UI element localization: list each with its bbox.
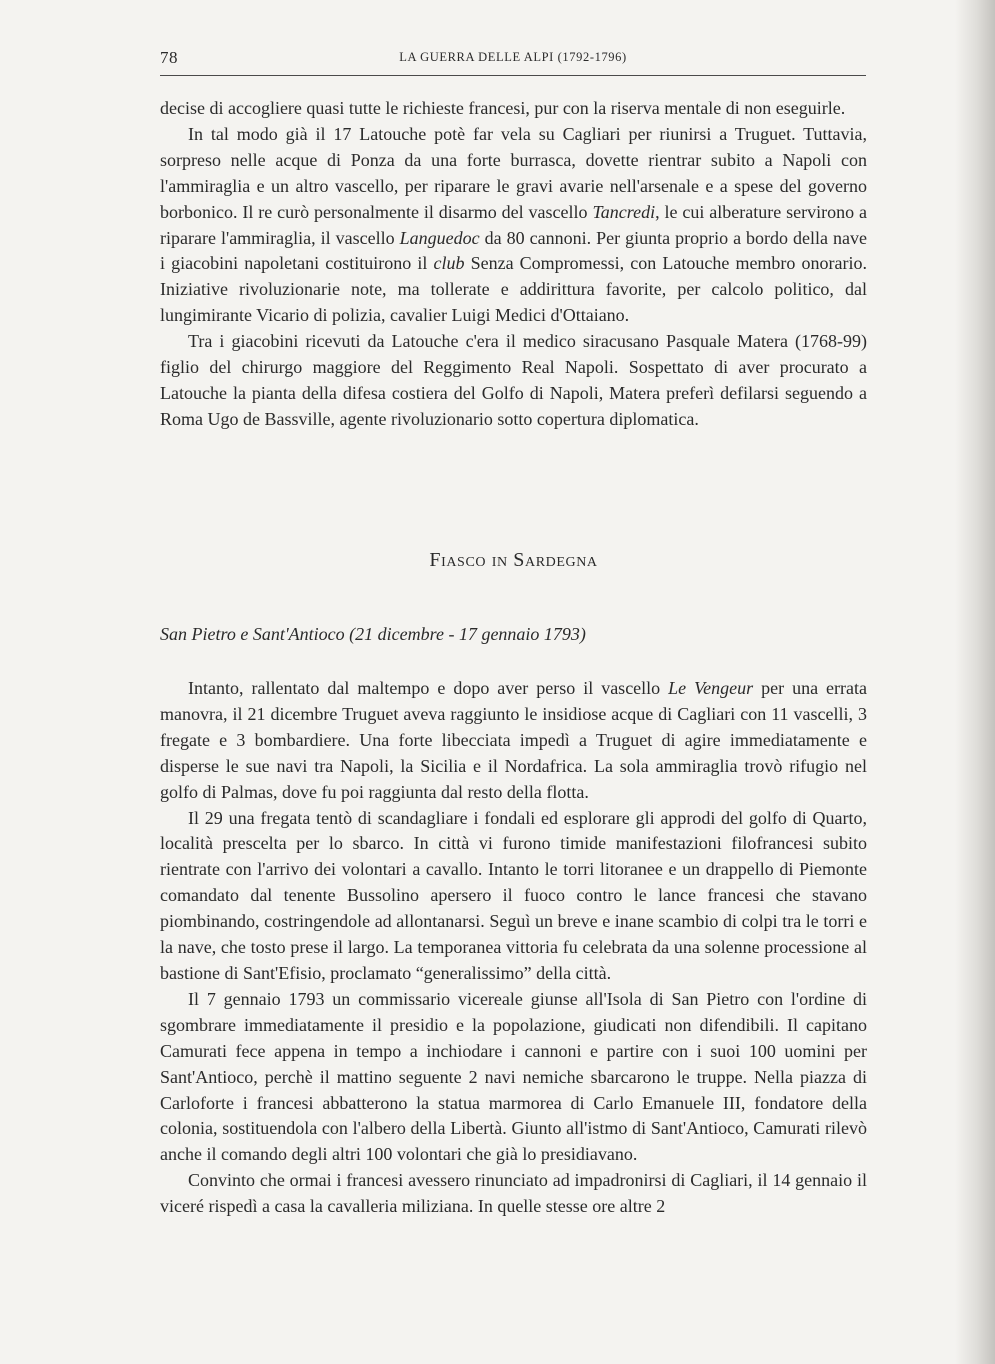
paragraph-2-text-cont-3: Senza Compromessi, con Latouche membro onorario. Iniziative rivoluzionarie note, ma tollerate e addirittura favorite, per calcolo politico, dal lungimirante Vicario di polizia, cavalier Luigi Medici d'Ottaiano.	[160, 253, 868, 326]
paragraph-4-text-cont: per una errata manovra, il 21 dicembre Truguet aveva raggiunto le insidiose acque di Cagliari con 11 vascelli, 3 fregate e 3 bombardiere. Una forte libecciata impedì a Truguet di agire immediatamente e disperse le sue navi tra Napoli, la Sicilia e il Nordafrica. La sola ammiraglia trovò rifugio nel golfo di Palmas, dove fu poi raggiunta dal resto della flotta.	[160, 678, 867, 802]
subsection-title: San Pietro e Sant'Antioco (21 dicembre - 17 gennaio 1793)	[160, 624, 586, 644]
paragraph-4	[160, 676, 867, 806]
paragraph-6: Il 7 gennaio 1793 un commissario vicereale giunse all'Isola di San Pietro con l'ordine di sgombrare immediatamente il presidio e la popolazione, giudicati non difendibili. Il capitano Camurati fece appena in tempo a inchiodare i cannoni e partire con i suoi 100 uomini per Sant'Antioco, perchè il mattino seguente 2 navi nemiche sbarcarono le truppe. Nella piazza di Carloforte i francesi abbatterono la statua marmorea di Carlo Emanuele III, fondatore della colonia, sostituendola con l'albero della Libertà. Giunto all'istmo di Sant'Antioco, Camurati rilevò anche il comando degli altri 100 volontari che già lo presidiavano.	[160, 988, 867, 1165]
header-rule	[160, 75, 866, 76]
paragraph-4-text: Intanto, rallentato dal maltempo e dopo aver perso il vascello	[188, 678, 661, 698]
ship-name-tancredi: Tancredi	[592, 201, 656, 222]
paragraph-7: Convinto che ormai i francesi avessero rinunciato ad impadronirsi di Cagliari, il 14 gennaio il viceré rispedì a casa la cavalleria miliziana. In quelle stesse ore altre 2	[160, 1170, 867, 1217]
paragraph-5: Il 29 una fregata tentò di scandagliare i fondali ed esplorare gli approdi del golfo di Quarto, località prescelta per lo sbarco. In città vi furono timide manifestazioni filofrancesi subito rientrate con l'arrivo dei volontari a cavallo. Intanto le torri litoranee e un drappello di Piemonte comandato dal tenente Bussolino apersero il fuoco contro le lance francesi che stavano piombinando, costringendole ad allontanarsi. Seguì un breve e inane scambio di colpi tra le torri e la nave, che tosto prese il largo. La temporanea vittoria fu celebrata da una solenne processione al bastione di Sant'Efisio, proclamato “generalissimo” della città.	[160, 807, 867, 983]
ship-name-le-vengeur: Le Vengeur	[668, 678, 754, 698]
paragraph-2-text: In tal modo già il 17 Latouche potè far vela su Cagliari per riunirsi a Truguet. Tuttavia, sorpreso nelle acque di Ponza da una forte burrasca, dovette rientrar subito a Napoli con l'ammiraglia e un altro vascello, per riparare le gravi avarie nell'arsenale e a spese del governo borbonico. Il re curò personalmente il disarmo del vascello	[160, 123, 867, 222]
section-title: Fiasco in Sardegna	[429, 549, 598, 571]
running-head	[160, 44, 866, 74]
paragraph-2-text-cont-2: da 80 cannoni. Per giunta proprio a bordo della nave i giacobini napoletani costituirono il	[160, 227, 868, 274]
page-number: 78	[160, 48, 178, 67]
paragraph-2	[160, 122, 867, 329]
club-term: club	[433, 253, 465, 274]
body-text-bottom	[160, 676, 867, 1220]
ship-name-languedoc: Languedoc	[399, 227, 480, 248]
paragraph-2-text-cont-1: , le cui alberature servirono a riparare l'ammiraglia, il vascello	[160, 201, 868, 248]
paragraph-1: decise di accogliere quasi tutte le richieste francesi, pur con la riserva mentale di non eseguirle.	[160, 98, 846, 118]
body-text-top	[160, 96, 867, 433]
paragraph-3: Tra i giacobini ricevuti da Latouche c'era il medico siracusano Pasquale Matera (1768-99) figlio del chirurgo maggiore del Reggimento Real Napoli. Sospettato di aver procurato a Latouche la pianta della difesa costiera del Golfo di Napoli, Matera preferì defilarsi seguendo a Roma Ugo de Bassville, agente rivoluzionario sotto copertura diplomatica.	[160, 331, 867, 429]
page-gutter-shadow	[955, 0, 995, 1364]
running-title: LA GUERRA DELLE ALPI (1792-1796)	[399, 50, 627, 64]
